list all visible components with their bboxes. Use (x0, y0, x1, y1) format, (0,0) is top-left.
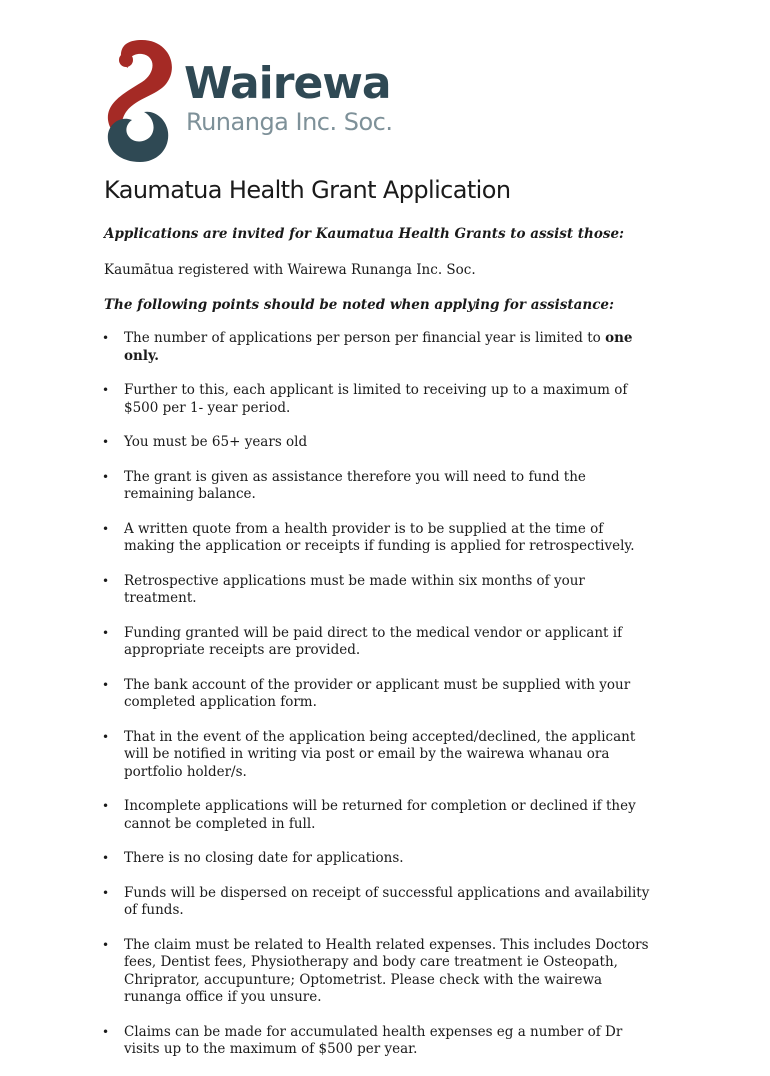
list-item-text: Funding granted will be paid direct to the medical vendor or applicant if appropriate receipts are provided. (124, 624, 623, 658)
list-item-text: The grant is given as assistance therefore you will need to fund the remaining balance. (124, 468, 586, 502)
list-item-text: Funds will be dispersed on receipt of successful applications and availability of funds. (124, 884, 650, 918)
list-item-text: A written quote from a health provider is to be supplied at the time of making the application or receipts if funding is applied for retrospectively. (124, 520, 635, 554)
document-title: Kaumatua Health Grant Application (104, 176, 511, 204)
list-item-text: The number of applications per person per financial year is limited to (124, 330, 606, 346)
bullet-icon: • (102, 521, 110, 536)
list-item-text: The bank account of the provider or applicant must be supplied with your completed application form. (124, 676, 631, 710)
bullet-icon: • (102, 469, 110, 484)
bullet-icon: • (102, 573, 110, 588)
list-item (0, 1024, 770, 1059)
list-item (0, 382, 770, 417)
points-heading: The following points should be noted when applying for assistance: (104, 297, 614, 313)
bullet-icon: • (102, 1024, 110, 1039)
list-item (0, 937, 770, 1007)
list-item (0, 573, 770, 608)
list-item-text: Retrospective applications must be made within six months of your treatment. (124, 572, 585, 606)
bullet-icon: • (102, 851, 110, 865)
list-item (0, 729, 770, 782)
list-item (0, 850, 770, 868)
list-item (0, 798, 770, 833)
eligibility-text: Kaumātua registered with Wairewa Runanga Inc. Soc. (104, 262, 476, 278)
list-item (0, 469, 770, 504)
bullet-icon: • (102, 435, 110, 449)
bullet-icon: • (102, 729, 110, 744)
logo-subtitle: Runanga Inc. Soc. (186, 108, 393, 136)
bullet-icon: • (102, 625, 110, 640)
logo-name: Wairewa (184, 58, 391, 109)
koru-logo-mark (96, 38, 176, 164)
list-item-text: Further to this, each applicant is limited to receiving up to a maximum of $500 per 1- year period. (124, 382, 628, 416)
list-item (0, 521, 770, 556)
intro-heading: Applications are invited for Kaumatua Health Grants to assist those: (104, 226, 625, 242)
bullet-icon: • (102, 799, 110, 813)
bullet-icon: • (102, 677, 110, 692)
bullet-icon: • (102, 885, 110, 900)
list-item-text: Incomplete applications will be returned for completion or declined if they cannot be completed in full. (124, 798, 636, 832)
list-item-text: You must be 65+ years old (124, 434, 308, 450)
list-item (0, 625, 770, 660)
list-item (0, 677, 770, 712)
wairewa-logo (96, 38, 416, 168)
list-item (0, 330, 770, 365)
bullet-icon: • (102, 331, 110, 345)
points-list (0, 330, 770, 1076)
bullet-icon: • (102, 383, 110, 397)
bullet-icon: • (102, 937, 110, 952)
list-item-emphasis: one only. (124, 330, 633, 364)
list-item-text: Claims can be made for accumulated health expenses eg a number of Dr visits up to the maximum of $500 per year. (124, 1023, 623, 1057)
list-item-text: That in the event of the application being accepted/declined, the applicant will be notified in writing via post or email by the wairewa whanau ora portfolio holder/s. (124, 728, 636, 780)
list-item (0, 434, 770, 452)
list-item-text: The claim must be related to Health related expenses. This includes Doctors fees, Dentist fees, Physiotherapy and body care treatment ie Osteopath, Chriprator, accupunture; Optometrist. Please check with the wairewa runanga office if you unsure. (124, 936, 649, 1005)
list-item-text: There is no closing date for applications. (124, 850, 404, 866)
list-item (0, 885, 770, 920)
